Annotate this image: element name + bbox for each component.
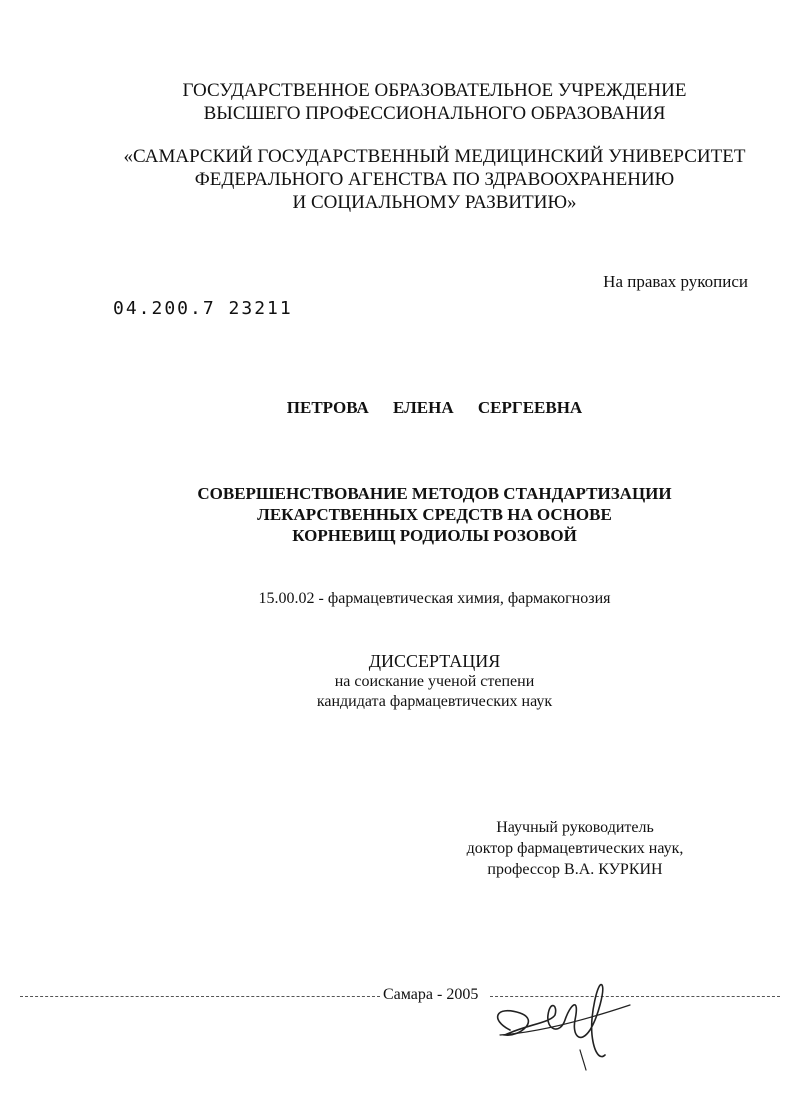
- university-name: [38, 145, 793, 214]
- dissertation-title: [38, 483, 793, 546]
- advisor-degree: доктор фармацевтических наук,: [466, 840, 684, 857]
- title-line-2: ЛЕКАРСТВЕННЫХ СРЕДСТВ НА ОСНОВЕ: [257, 505, 612, 524]
- dissertation-line-1: на соискание ученой степени: [334, 673, 535, 690]
- advisor-block: [445, 817, 705, 880]
- title-line-3: КОРНЕВИЩ РОДИОЛЫ РОЗОВОЙ: [292, 526, 577, 545]
- institution-line-1: ГОСУДАРСТВЕННОЕ ОБРАЗОВАТЕЛЬНОЕ УЧРЕЖДЕНИЕ: [182, 80, 687, 101]
- institution-line-2: ВЫСШЕГО ПРОФЕССИОНАЛЬНОГО ОБРАЗОВАНИЯ: [203, 103, 666, 124]
- institution-header: [38, 79, 793, 125]
- advisor-role: Научный руководитель: [496, 819, 654, 836]
- footer-rule-left: [20, 996, 380, 997]
- dissertation-line-2: кандидата фармацевтических наук: [316, 693, 553, 710]
- dissertation-label: [38, 650, 793, 712]
- author-first-name: ЕЛЕНА: [393, 398, 454, 417]
- registration-code: 04.200.7 23211: [113, 298, 293, 319]
- specialty: 15.00.02 - фармацевтическая химия, фармакогнозия: [258, 590, 611, 607]
- author-patronymic: СЕРГЕЕВНА: [477, 398, 583, 417]
- author-surname: ПЕТРОВА: [286, 398, 369, 417]
- university-line-3: И СОЦИАЛЬНОМУ РАЗВИТИЮ»: [292, 192, 577, 213]
- city-year: Самара - 2005: [383, 986, 479, 1003]
- title-line-1: СОВЕРШЕНСТВОВАНИЕ МЕТОДОВ СТАНДАРТИЗАЦИИ: [197, 484, 672, 503]
- signature-scribble: [480, 975, 640, 1075]
- university-line-1: «САМАРСКИЙ ГОСУДАРСТВЕННЫЙ МЕДИЦИНСКИЙ УНИВЕРСИТЕТ: [123, 146, 746, 167]
- rights-note: На правах рукописи: [603, 272, 748, 291]
- advisor-name: профессор В.А. КУРКИН: [487, 861, 663, 878]
- author-name: [38, 398, 793, 418]
- dissertation-heading: ДИССЕРТАЦИЯ: [368, 651, 501, 671]
- university-line-2: ФЕДЕРАЛЬНОГО АГЕНСТВА ПО ЗДРАВООХРАНЕНИЮ: [194, 169, 675, 190]
